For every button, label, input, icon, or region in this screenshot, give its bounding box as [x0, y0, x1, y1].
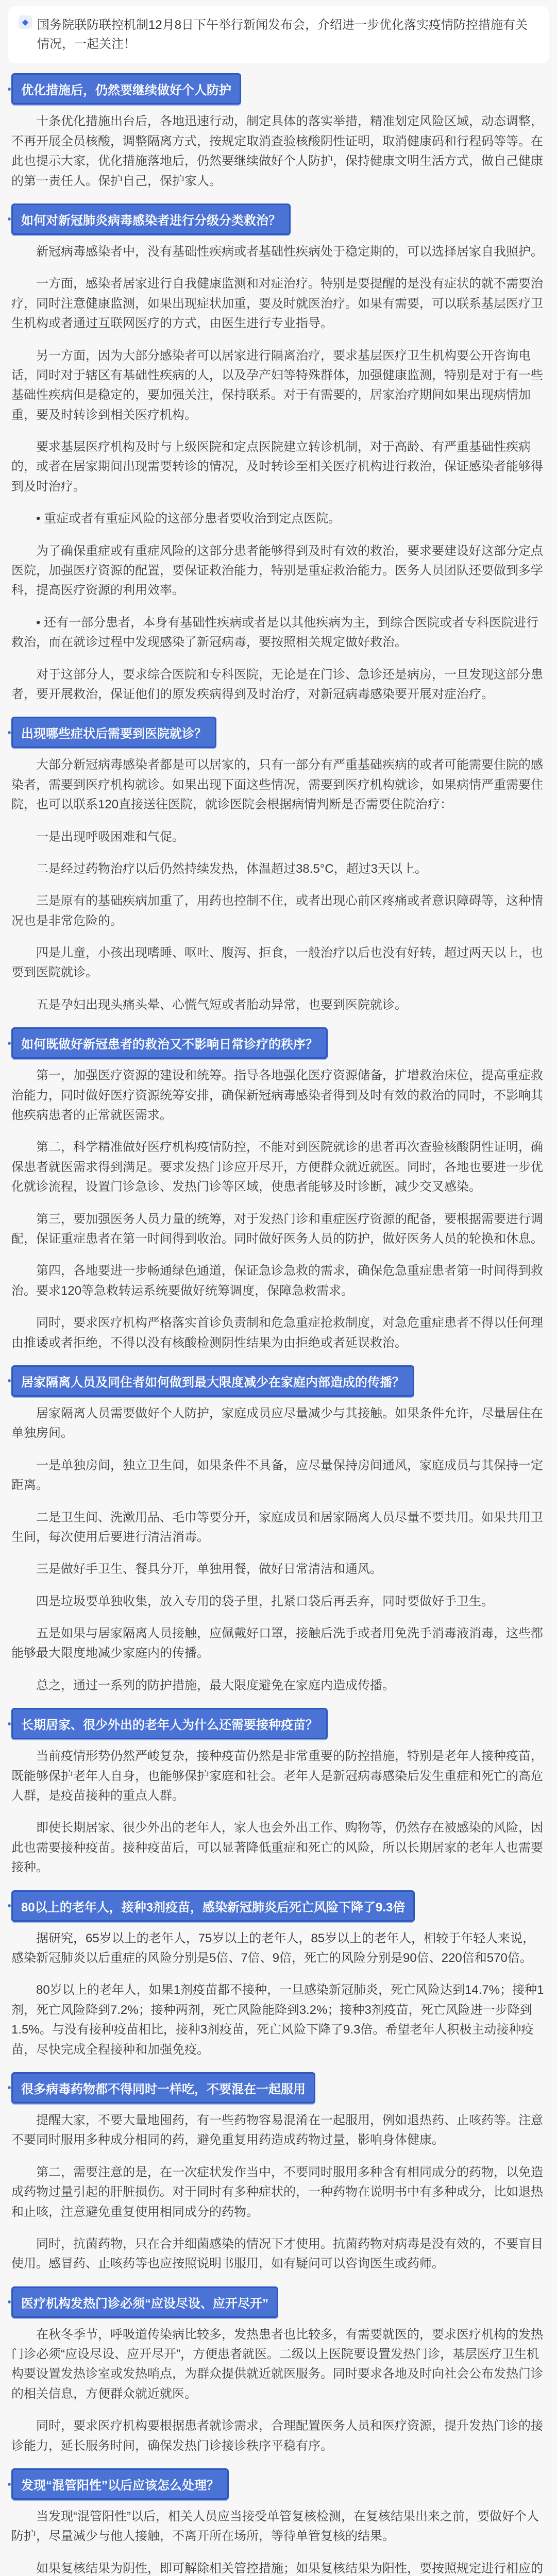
- section-paragraph: 提醒大家，不要大量地囤药，有一些药物容易混淆在一起服用，例如退热药、止咳药等。注意不要同时服用多种成分相同的药，避免重复用药造成药物过量，影响身体健康。: [11, 2113, 543, 2147]
- intro-text: 国务院联防联控机制12月8日下午举行新闻发布会，介绍进一步优化落实疫情防控措施有关情况，一起关注！: [37, 18, 528, 52]
- section-paragraph: 四是儿童，小孩出现嗜睡、呕吐、腹泻、拒食，一般治疗以后也没有好转，超过两天以上，也要到医院就诊。: [11, 946, 543, 980]
- article-section: [11, 1890, 546, 2060]
- section-heading: 如何既做好新冠患者的救治又不影响日常诊疗的秩序？: [11, 1027, 328, 1059]
- section-paragraph: 对于这部分人，要求综合医院和专科医院，无论是在门诊、急诊还是病房，一旦发现这部分患者，要开展救治，保证他们的原发疾病得到及时治疗，对新冠病毒感染要开展对症治疗。: [11, 667, 543, 701]
- section-paragraph: • 重症或者有重症风险的这部分患者要收治到定点医院。: [36, 512, 341, 526]
- section-paragraph: 第一，加强医疗资源的建设和统筹。指导各地强化医疗资源储备，扩增救治床位，提高重症救治能力，同时做好医疗资源统筹安排，确保新冠病毒感染者得到及时有效的救治的同时，不影响其他疾病患者的正常就医需求。: [11, 1069, 543, 1123]
- section-paragraph: 五是孕妇出现头痛头晕、心慌气短或者胎动异常，也要到医院就诊。: [36, 997, 407, 1012]
- section-heading: 优化措施后，仍然要继续做好个人防护: [11, 73, 241, 105]
- section-paragraph: 在秋冬季节，呼吸道传染病比较多，发热患者也比较多，有需要就医的，要求医疗机构的发热门诊必须“应设尽设、应开尽开”，方便患者就医。二级以上医院要设置发热门诊，基层医疗卫生机构要设置发热诊室或发热哨点，为群众提供就近就医服务。同时要求各地及时向社会公布发热门诊的相关信息，方便群众就近就医。: [11, 2327, 543, 2401]
- section-paragraph: 三是做好手卫生、餐具分开，单独用餐，做好日常清洁和通风。: [36, 1562, 382, 1577]
- article-section: [11, 1708, 546, 1877]
- section-paragraph: 四是垃圾要单独收集，放入专用的袋子里，扎紧口袋后再丢弃，同时要做好手卫生。: [36, 1594, 494, 1608]
- section-paragraph: • 还有一部分患者，本身有基础性疾病或者是以其他疾病为主，到综合医院或者专科医院进行救治，而在就诊过程中发现感染了新冠病毒，要按照相关规定做好救治。: [11, 615, 539, 650]
- section-paragraph: 十条优化措施出台后，各地迅速行动，制定具体的落实举措，精准划定风险区域，动态调整，不再开展全员核酸，调整隔离方式，按规定取消查验核酸阴性证明，取消健康码和行程码等等。在此也提示大家，优化措施落地后，仍然要继续做好个人防护，保持健康文明生活方式，做自己健康的第一责任人。保护自己，保护家人。: [11, 114, 543, 188]
- section-paragraph: 同时，要求医疗机构严格落实首诊负责制和危急重症抢救制度，对急危重症患者不得以任何理由推诿或者拒绝，不得以没有核酸检测阴性结果为由拒绝或者延误救治。: [11, 1316, 543, 1350]
- section-paragraph: 三是原有的基础疾病加重了，用药也控制不住，或者出现心前区疼痛或者意识障碍等，这种情况也是非常危险的。: [11, 894, 543, 928]
- announcement-icon: ◆: [19, 15, 32, 29]
- section-heading: 居家隔离人员及同住者如何做到最大限度减少在家庭内部造成的传播？: [11, 1365, 414, 1397]
- article-section: [11, 717, 546, 1015]
- section-paragraph: 第三，要加强医务人员力量的统筹，对于发热门诊和重症医疗资源的配备，要根据需要进行调配，保证重症患者在第一时间得到收治。同时做好医务人员的防护，做好医务人员的轮换和休息。: [11, 1212, 543, 1246]
- intro-card: [8, 6, 549, 63]
- section-paragraph: 为了确保重症或有重症风险的这部分患者能够得到及时有效的救治，要求要建设好这部分定点医院，加强医疗资源的配置，要保证救治能力，特别是重症救治能力。医务人员团队还要做到多学科，提高医疗资源的利用效率。: [11, 544, 543, 598]
- section-paragraph: 一是出现呼吸困难和气促。: [36, 829, 184, 844]
- section-heading: 出现哪些症状后需要到医院就诊？: [11, 717, 216, 748]
- section-paragraph: 居家隔离人员需要做好个人防护，家庭成员应尽量减少与其接触。如果条件允许，尽量居住在单独房间。: [11, 1406, 543, 1440]
- section-paragraph: 第二，需要注意的是，在一次症状发作当中，不要同时服用多种含有相同成分的药物，以免造成药物过量引起的肝脏损伤。对于同时有多种症状的，一种药物在说明书中有多种成分，比如退热和止咳，注意避免重复使用相同成分的药物。: [11, 2165, 543, 2219]
- section-heading: 发现“混管阳性”以后应该怎么处理？: [11, 2468, 229, 2500]
- article-sections: [8, 73, 549, 2576]
- section-paragraph: 即使长期居家、很少外出的老年人，家人也会外出工作、购物等，仍然存在被感染的风险，因此也需要接种疫苗。接种疫苗后，可以显著降低重症和死亡的风险，所以长期居家的老年人也需要接种。: [11, 1821, 543, 1875]
- section-paragraph: 同时，抗菌药物，只在合并细菌感染的情况下才使用。抗菌药物对病毒是没有效的，不要盲目使用。感冒药、止咳药等也应按照说明书服用，如有疑问可以咨询医生或药师。: [11, 2236, 543, 2271]
- section-paragraph: 一方面，感染者居家进行自我健康监测和对症治疗。特别是要提醒的是没有症状的就不需要治疗，同时注意健康监测，如果出现症状加重，要及时就医治疗。如果有需要，可以联系基层医疗卫生机构或者通过互联网医疗的方式，由医生进行专业指导。: [11, 277, 543, 331]
- article-section: [11, 1365, 546, 1696]
- section-paragraph: 新冠病毒感染者中，没有基础性疾病或者基础性疾病处于稳定期的，可以选择居家自我照护。: [36, 244, 543, 259]
- section-paragraph: 如果复核结果为阴性，即可解除相关管控措施；如果复核结果为阳性，要按照规定进行相应的: [36, 2561, 543, 2575]
- section-paragraph: 大部分新冠病毒感染者都是可以居家的，只有一部分有严重基础疾病的或者可能需要住院的感染者，需要到医疗机构就诊。如果出现下面这些情况，需要到医疗机构就诊，如果病情严重需要住院，也可以联系120直接送往医院，就诊医院会根据病情判断是否需要住院治疗：: [11, 758, 543, 812]
- article-section: [11, 2286, 546, 2456]
- section-paragraph: 总之，通过一系列的防护措施，最大限度避免在家庭内造成传播。: [36, 1678, 395, 1692]
- article-section: [11, 2468, 546, 2576]
- section-paragraph: 二是经过药物治疗以后仍然持续发热，体温超过38.5°C，超过3天以上。: [36, 861, 427, 876]
- section-paragraph: 二是卫生间、洗漱用品、毛巾等要分开，家庭成员和居家隔离人员尽量不要共用。如果共用卫生间，每次使用后要进行清洁消毒。: [11, 1510, 543, 1544]
- section-paragraph: 另一方面，因为大部分感染者可以居家进行隔离治疗，要求基层医疗卫生机构要公开咨询电话，同时对于辖区有基础性疾病的人，以及孕产妇等特殊群体，加强健康监测，特别是对于有一些基础性疾病但是稳定的，要加强关注，保持联系。对于有需要的，居家治疗期间如果出现病情加重，要及时转诊到相关医疗机构。: [11, 348, 543, 422]
- section-heading: 医疗机构发热门诊必须“应设尽设、应开尽开”: [11, 2286, 278, 2318]
- section-paragraph: 同时，要求医疗机构要根据患者就诊需求，合理配置医务人员和医疗资源，提升发热门诊的接诊能力，延长服务时间，确保发热门诊接诊秩序平稳有序。: [11, 2419, 543, 2453]
- section-heading: 很多病毒药物都不得同时一样吃，不要混在一起服用: [11, 2072, 315, 2104]
- section-heading: 长期居家、很少外出的老年人为什么还需要接种疫苗？: [11, 1708, 328, 1739]
- section-paragraph: 80岁以上的老年人，如果1剂疫苗都不接种，一旦感染新冠肺炎，死亡风险达到14.7%；接种1剂，死亡风险降到7.2%；接种两剂，死亡风险能降到3.2%；接种3剂疫苗，死亡风险进一步降到1.5%。与没有接种疫苗相比，接种3剂疫苗，死亡风险下降了9.3倍。希望老年人积极主动接种疫苗，尽快完成全程接种和加强免疫。: [11, 1983, 544, 2057]
- article-section: [11, 73, 546, 191]
- section-paragraph: 第四，各地要进一步畅通绿色通道，保证急诊急救的需求，确保危急重症患者第一时间得到救治。要求120等急救转运系统要做好统筹调度，保障急救需求。: [11, 1264, 543, 1298]
- section-paragraph: 当前疫情形势仍然严峻复杂，接种疫苗仍然是非常重要的防控措施，特别是老年人接种疫苗，既能够保护老年人自身，也能够保护家庭和社会。老年人是新冠病毒感染后发生重症和死亡的高危人群，是疫苗接种的重点人群。: [11, 1749, 543, 1803]
- article-section: [11, 204, 546, 704]
- article-section: [11, 2072, 546, 2274]
- section-heading: 如何对新冠肺炎病毒感染者进行分级分类救治？: [11, 204, 291, 235]
- section-paragraph: 五是如果与居家隔离人员接触，应佩戴好口罩，接触后洗手或者用免洗手消毒液消毒，这些都能够最大限度地减少家庭内的传播。: [11, 1626, 543, 1660]
- section-paragraph: 第二，科学精准做好医疗机构疫情防控，不能对到医院就诊的患者再次查验核酸阴性证明，确保患者就医需求得到满足。要求发热门诊应开尽开，方便群众就近就医。同时，各地也要进一步优化就诊流程，设置门诊急诊、发热门诊等区域，使患者能够及时诊断，减少交叉感染。: [11, 1140, 543, 1194]
- article-section: [11, 1027, 546, 1353]
- section-paragraph: 要求基层医疗机构及时与上级医院和定点医院建立转诊机制，对于高龄、有严重基础性疾病的，或者在居家期间出现需要转诊的情况，及时转诊至相关医疗机构进行救治，保证感染者能够得到及时治疗。: [11, 440, 543, 494]
- section-paragraph: 当发现“混管阳性”以后，相关人员应当接受单管复核检测，在复核结果出来之前，要做好个人防护，尽量减少与他人接触，不离开所在场所，等待单管复核的结果。: [11, 2510, 539, 2544]
- section-paragraph: 一是单独房间，独立卫生间，如果条件不具备，应尽量保持房间通风，家庭成员与其保持一定距离。: [11, 1458, 543, 1493]
- section-paragraph: 据研究，65岁以上的老年人，75岁以上的老年人，85岁以上的老年人，相较于年轻人来说，感染新冠肺炎以后重症的风险分别是5倍、7倍、9倍，死亡的风险分别是90倍、220倍和570倍。: [11, 1931, 535, 1965]
- section-heading: 80以上的老年人，接种3剂疫苗，感染新冠肺炎后死亡风险下降了9.3倍: [11, 1890, 415, 1922]
